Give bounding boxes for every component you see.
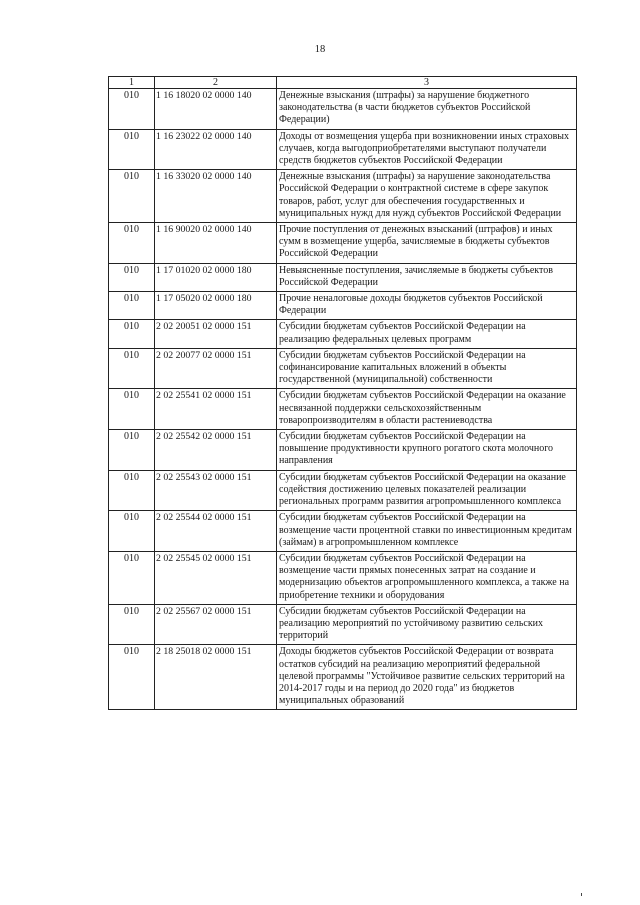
admin-code-cell: 010 — [109, 320, 155, 348]
revenue-code-cell: 2 02 25544 02 0000 151 — [155, 511, 277, 552]
admin-code-cell: 010 — [109, 389, 155, 430]
revenue-name-cell: Субсидии бюджетам субъектов Российской Федерации на оказание несвязанной поддержки сельскохозяйственным товаропроизводителям в области растениеводства — [277, 389, 577, 430]
revenue-name-cell: Субсидии бюджетам субъектов Российской Федерации на возмещение части процентной ставки по инвестиционным кредитам (займам) в агропромышленном комплексе — [277, 511, 577, 552]
table-row — [109, 511, 577, 552]
revenue-name-cell: Доходы бюджетов субъектов Российской Федерации от возврата остатков субсидий на реализацию мероприятий федеральной целевой программы "Устойчивое развитие сельских территорий на 2014-2017 годы и на период до 2020 года" из бюджетов муниципальных образований — [277, 645, 577, 710]
table-body — [109, 89, 577, 710]
admin-code-cell: 010 — [109, 645, 155, 710]
page-number: 18 — [314, 44, 326, 55]
revenue-name-cell: Невыясненные поступления, зачисляемые в бюджеты субъектов Российской Федерации — [277, 263, 577, 291]
revenue-name-cell: Субсидии бюджетам субъектов Российской Федерации на оказание содействия достижению целевых показателей реализации региональных программ развития агропромышленного комплекса — [277, 470, 577, 511]
column-header-1: 1 — [109, 77, 155, 89]
revenue-name-cell: Денежные взыскания (штрафы) за нарушение бюджетного законодательства (в части бюджетов субъектов Российской Федерации) — [277, 89, 577, 130]
admin-code-cell: 010 — [109, 263, 155, 291]
revenue-name-cell: Денежные взыскания (штрафы) за нарушение законодательства Российской Федерации о контрактной системе в сфере закупок товаров, работ, услуг для обеспечения государственных и муниципальных нужд для нужд субъектов Российской Федерации — [277, 170, 577, 223]
revenue-name-cell: Субсидии бюджетам субъектов Российской Федерации на реализацию мероприятий по устойчивому развитию сельских территорий — [277, 604, 577, 645]
admin-code-cell: 010 — [109, 604, 155, 645]
table-row — [109, 389, 577, 430]
admin-code-cell: 010 — [109, 470, 155, 511]
revenue-name-cell: Субсидии бюджетам субъектов Российской Федерации на софинансирование капитальных вложений в объекты государственной (муниципальной) собственности — [277, 348, 577, 389]
revenue-name-cell: Субсидии бюджетам субъектов Российской Федерации на повышение продуктивности крупного рогатого скота молочного направления — [277, 430, 577, 471]
admin-code-cell: 010 — [109, 129, 155, 170]
table-row — [109, 551, 577, 604]
table-row — [109, 320, 577, 348]
revenue-code-cell: 2 02 20077 02 0000 151 — [155, 348, 277, 389]
revenue-code-cell: 2 02 25545 02 0000 151 — [155, 551, 277, 604]
admin-code-cell: 010 — [109, 430, 155, 471]
revenue-name-cell: Прочие неналоговые доходы бюджетов субъектов Российской Федерации — [277, 292, 577, 320]
table-row — [109, 470, 577, 511]
admin-code-cell: 010 — [109, 170, 155, 223]
table-row — [109, 604, 577, 645]
admin-code-cell: 010 — [109, 223, 155, 264]
revenue-code-cell: 2 02 25567 02 0000 151 — [155, 604, 277, 645]
admin-code-cell: 010 — [109, 511, 155, 552]
revenue-code-cell: 2 02 25543 02 0000 151 — [155, 470, 277, 511]
revenue-code-cell: 2 02 20051 02 0000 151 — [155, 320, 277, 348]
table-row — [109, 89, 577, 130]
revenue-code-cell: 1 16 18020 02 0000 140 — [155, 89, 277, 130]
revenue-codes-table — [108, 76, 577, 710]
table-row — [109, 348, 577, 389]
table-row — [109, 129, 577, 170]
revenue-name-cell: Доходы от возмещения ущерба при возникновении иных страховых случаев, когда выгодоприобретателями выступают получатели средств бюджетов субъектов Российской Федерации — [277, 129, 577, 170]
scan-mark — [581, 893, 582, 896]
revenue-name-cell: Субсидии бюджетам субъектов Российской Федерации на реализацию федеральных целевых программ — [277, 320, 577, 348]
table-row — [109, 430, 577, 471]
revenue-code-cell: 1 16 23022 02 0000 140 — [155, 129, 277, 170]
admin-code-cell: 010 — [109, 551, 155, 604]
admin-code-cell: 010 — [109, 292, 155, 320]
revenue-code-cell: 2 02 25541 02 0000 151 — [155, 389, 277, 430]
revenue-code-cell: 1 17 05020 02 0000 180 — [155, 292, 277, 320]
admin-code-cell: 010 — [109, 89, 155, 130]
table-row — [109, 223, 577, 264]
table-row — [109, 645, 577, 710]
revenue-code-cell: 2 18 25018 02 0000 151 — [155, 645, 277, 710]
column-header-3: 3 — [277, 77, 577, 89]
table-row — [109, 170, 577, 223]
revenue-name-cell: Прочие поступления от денежных взысканий (штрафов) и иных сумм в возмещение ущерба, зачисляемые в бюджеты субъектов Российской Федерации — [277, 223, 577, 264]
revenue-code-cell: 2 02 25542 02 0000 151 — [155, 430, 277, 471]
table-row — [109, 292, 577, 320]
revenue-code-cell: 1 16 90020 02 0000 140 — [155, 223, 277, 264]
table-row — [109, 263, 577, 291]
revenue-name-cell: Субсидии бюджетам субъектов Российской Федерации на возмещение части прямых понесенных затрат на создание и модернизацию объектов агропромышленного комплекса, а также на приобретение техники и оборудования — [277, 551, 577, 604]
column-header-2: 2 — [155, 77, 277, 89]
revenue-code-cell: 1 16 33020 02 0000 140 — [155, 170, 277, 223]
admin-code-cell: 010 — [109, 348, 155, 389]
table-header-row — [109, 77, 577, 89]
revenue-code-cell: 1 17 01020 02 0000 180 — [155, 263, 277, 291]
